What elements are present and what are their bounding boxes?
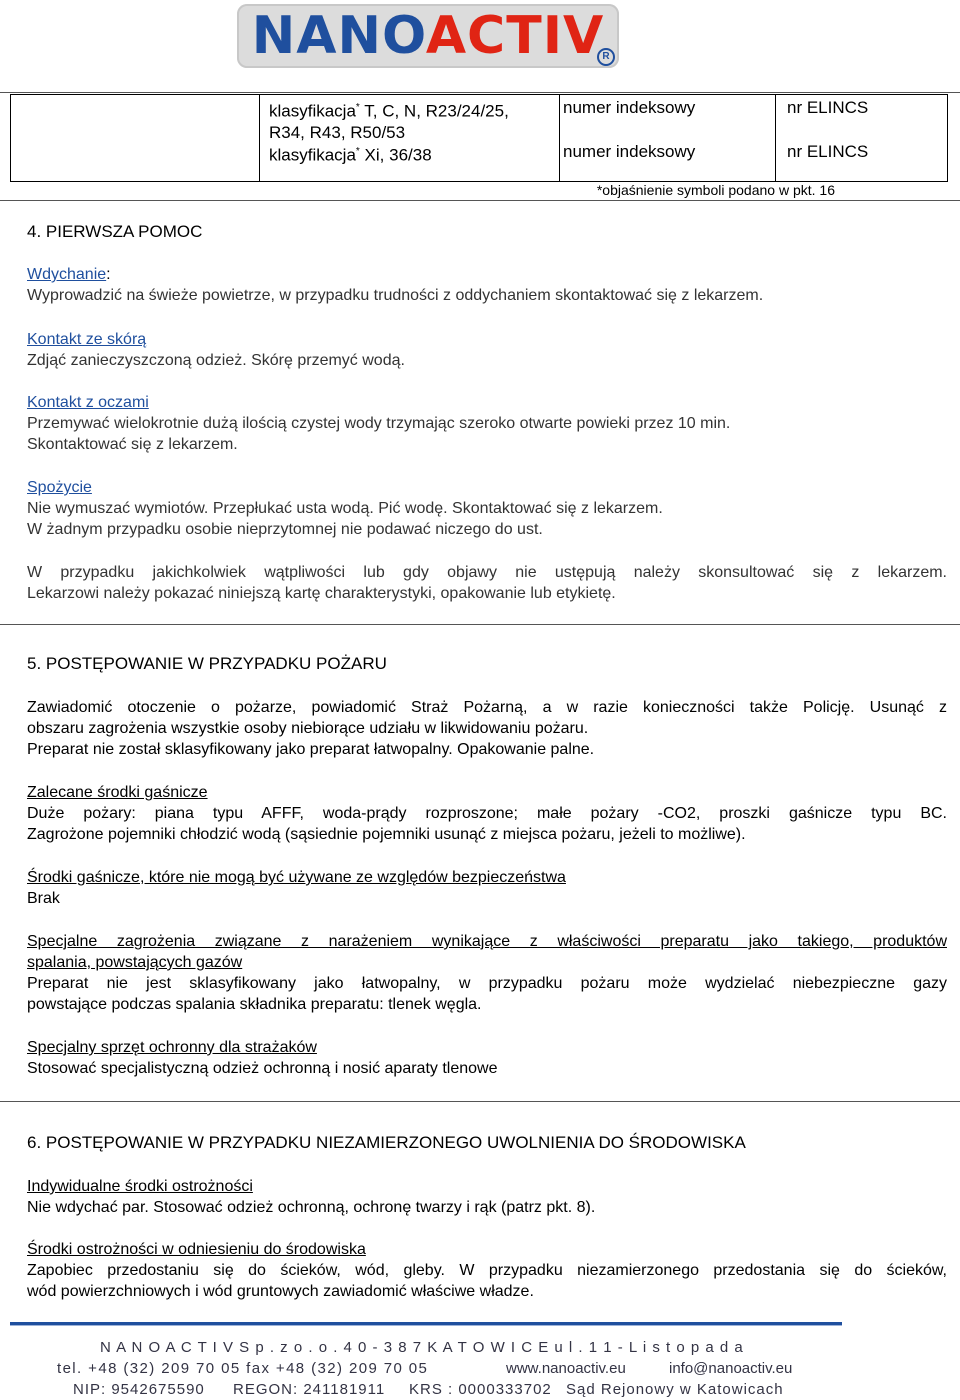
skin-text: Zdjąć zanieczyszczoną odzież. Skórę przemyć wodą.: [27, 352, 405, 369]
logo-activ: ACTIV: [425, 6, 605, 66]
doubt-text-2: Lekarzowi należy pokazać niniejszą kartę charakterystyki, opakowanie lub etykietę.: [27, 585, 616, 602]
classification-value: R34, R43, R50/53: [269, 122, 406, 142]
footer-website-link[interactable]: www.nanoactiv.eu: [506, 1360, 626, 1377]
section-4-rule: [0, 624, 960, 625]
footer-phone-fax: tel. +48 (32) 209 70 05 fax +48 (32) 209 70 05: [57, 1360, 429, 1377]
header-bottom-rule: [0, 200, 960, 201]
firefighter-equipment-text: Stosować specjalistyczną odzież ochronną i nosić aparaty tlenowe: [27, 1060, 498, 1077]
table-divider: [559, 95, 560, 181]
environmental-precautions-block: [27, 1239, 947, 1302]
fire-intro-3: Preparat nie został sklasyfikowany jako preparat łatwopalny. Opakowanie palne.: [27, 741, 595, 758]
fire-intro-block: [27, 697, 947, 760]
symbols-footnote: *objaśnienie symboli podano w pkt. 16: [596, 182, 835, 198]
table-divider: [259, 95, 260, 181]
eyes-text-1: Przemywać wielokrotnie dużą ilością czystej wody trzymając szeroko otwarte powieki przez 10 min.: [27, 415, 731, 432]
elincs-cell-1: nr ELINCS: [787, 98, 869, 117]
extinguishing-media-text-1: Duże pożary: piana typu AFFF, woda-prądy rozproszone; małe pożary -CO2, proszki gaśnicze typu BC.: [27, 805, 947, 822]
fire-intro-1: Zawiadomić otoczenie o pożarze, powiadomić Straż Pożarną, a w razie konieczności także Policję. Usunąć z: [27, 699, 947, 716]
environmental-precautions-text-2: wód powierzchniowych i wód gruntowych zawiadomić właściwe władze.: [27, 1283, 534, 1300]
unsuitable-media-text: Brak: [27, 890, 60, 907]
skin-heading: Kontakt ze skórą: [27, 331, 147, 348]
footer-court: Sąd Rejonowy w Katowicach: [566, 1381, 784, 1398]
environmental-precautions-heading: Środki ostrożności w odniesieniu do środowiska: [27, 1241, 366, 1258]
eyes-block: [27, 392, 947, 455]
company-logo: [237, 4, 619, 68]
ingestion-text-2: W żadnym przypadku osobie nieprzytomnej nie podawać niczego do ust.: [27, 521, 543, 538]
special-hazards-text-2: powstające podczas spalania składnika preparatu: tlenek węgla.: [27, 996, 482, 1013]
special-hazards-text-1: Preparat nie jest sklasyfikowany jako łatwopalny, w przypadku pożaru może wydzielać niebezpieczne gazy: [27, 975, 947, 992]
inhalation-heading: Wdychanie: [27, 266, 107, 283]
eyes-text-2: Skontaktować się z lekarzem.: [27, 436, 238, 453]
personal-precautions-heading: Indywidualne środki ostrożności: [27, 1178, 253, 1195]
inhalation-block: [27, 264, 947, 306]
extinguishing-media-heading: Zalecane środki gaśnicze: [27, 784, 208, 801]
eyes-heading: Kontakt z oczami: [27, 394, 149, 411]
footer-rule-light: [10, 1325, 842, 1326]
logo-nano: NANO: [251, 6, 426, 66]
special-hazards-heading-2: spalania, powstających gazów: [27, 954, 243, 971]
asterisk: *: [355, 146, 360, 157]
header-top-rule: [0, 92, 960, 93]
classification-value: T, C, N, R23/24/25,: [359, 101, 509, 121]
firefighter-equipment-heading: Specjalny sprzęt ochronny dla strażaków: [27, 1039, 317, 1056]
special-hazards-block: [27, 931, 947, 1015]
ingestion-text-1: Nie wymuszać wymiotów. Przepłukać usta wodą. Pić wodę. Skontaktować się z lekarzem.: [27, 500, 663, 517]
section-4-title: 4. PIERWSZA POMOC: [27, 222, 203, 241]
special-hazards-heading-1: Specjalne zagrożenia związane z narażeniem wynikające z właściwości preparatu jako takiego, produktów: [27, 933, 947, 950]
classification-cell-1: [269, 97, 554, 143]
personal-precautions-block: [27, 1176, 947, 1218]
classification-value: Xi, 36/38: [359, 145, 432, 165]
classification-cell-2: [269, 141, 432, 166]
personal-precautions-text: Nie wdychać par. Stosować odzież ochronną, ochronę twarzy i rąk (patrz pkt. 8).: [27, 1199, 596, 1216]
section-5-title: 5. POSTĘPOWANIE W PRZYPADKU POŻARU: [27, 654, 387, 673]
footer-regon: REGON: 241181911: [233, 1381, 386, 1398]
skin-block: [27, 329, 947, 371]
index-number-cell-2: numer indeksowy: [563, 142, 696, 161]
environmental-precautions-text-1: Zapobiec przedostaniu się do ścieków, wód, gleby. W przypadku niezamierzonego przedostania się do ścieków,: [27, 1262, 947, 1279]
colon: :: [106, 266, 111, 283]
unsuitable-media-heading: Środki gaśnicze, które nie mogą być używane ze względów bezpieczeństwa: [27, 869, 566, 886]
classification-table: [10, 94, 948, 182]
ingestion-heading: Spożycie: [27, 479, 92, 496]
doubt-text-1: W przypadku jakichkolwiek wątpliwości lub gdy objawy nie ustępują należy skonsultować się z lekarzem.: [27, 564, 947, 581]
footer-company-address: N A N O A C T I V S p . z o . o . 4 0 - 3 8 7 K A T O W I C E u l . 1 1 - L i s t o p a d a: [100, 1339, 744, 1356]
fire-intro-2: obszaru zagrożenia wszystkie osoby niebiorące udziału w likwidowaniu pożaru.: [27, 720, 589, 737]
section-5-rule: [0, 1101, 960, 1102]
extinguishing-media-block: [27, 782, 947, 845]
section-6-title: 6. POSTĘPOWANIE W PRZYPADKU NIEZAMIERZONEGO UWOLNIENIA DO ŚRODOWISKA: [27, 1133, 746, 1152]
logo-text: [237, 6, 619, 66]
unsuitable-media-block: [27, 867, 947, 909]
index-number-cell-1: numer indeksowy: [563, 98, 696, 117]
ingestion-block: [27, 477, 947, 540]
footer-email-link[interactable]: info@nanoactiv.eu: [669, 1360, 793, 1377]
footer-nip: NIP: 9542675590: [73, 1381, 205, 1398]
classification-label: klasyfikacja: [269, 145, 356, 165]
extinguishing-media-text-2: Zagrożone pojemniki chłodzić wodą (sąsiednie pojemniki usunąć z miejsca pożaru, jeżeli to możliwe).: [27, 826, 746, 843]
elincs-cell-2: nr ELINCS: [787, 142, 869, 161]
doubt-block: [27, 562, 947, 604]
table-divider: [775, 95, 776, 181]
registered-mark-icon: R: [597, 48, 615, 66]
asterisk: *: [355, 102, 360, 113]
footer-krs: KRS : 0000333702: [409, 1381, 552, 1398]
firefighter-equipment-block: [27, 1037, 947, 1079]
inhalation-text: Wyprowadzić na świeże powietrze, w przypadku trudności z oddychaniem skontaktować się z lekarzem.: [27, 287, 764, 304]
classification-label: klasyfikacja: [269, 101, 356, 121]
